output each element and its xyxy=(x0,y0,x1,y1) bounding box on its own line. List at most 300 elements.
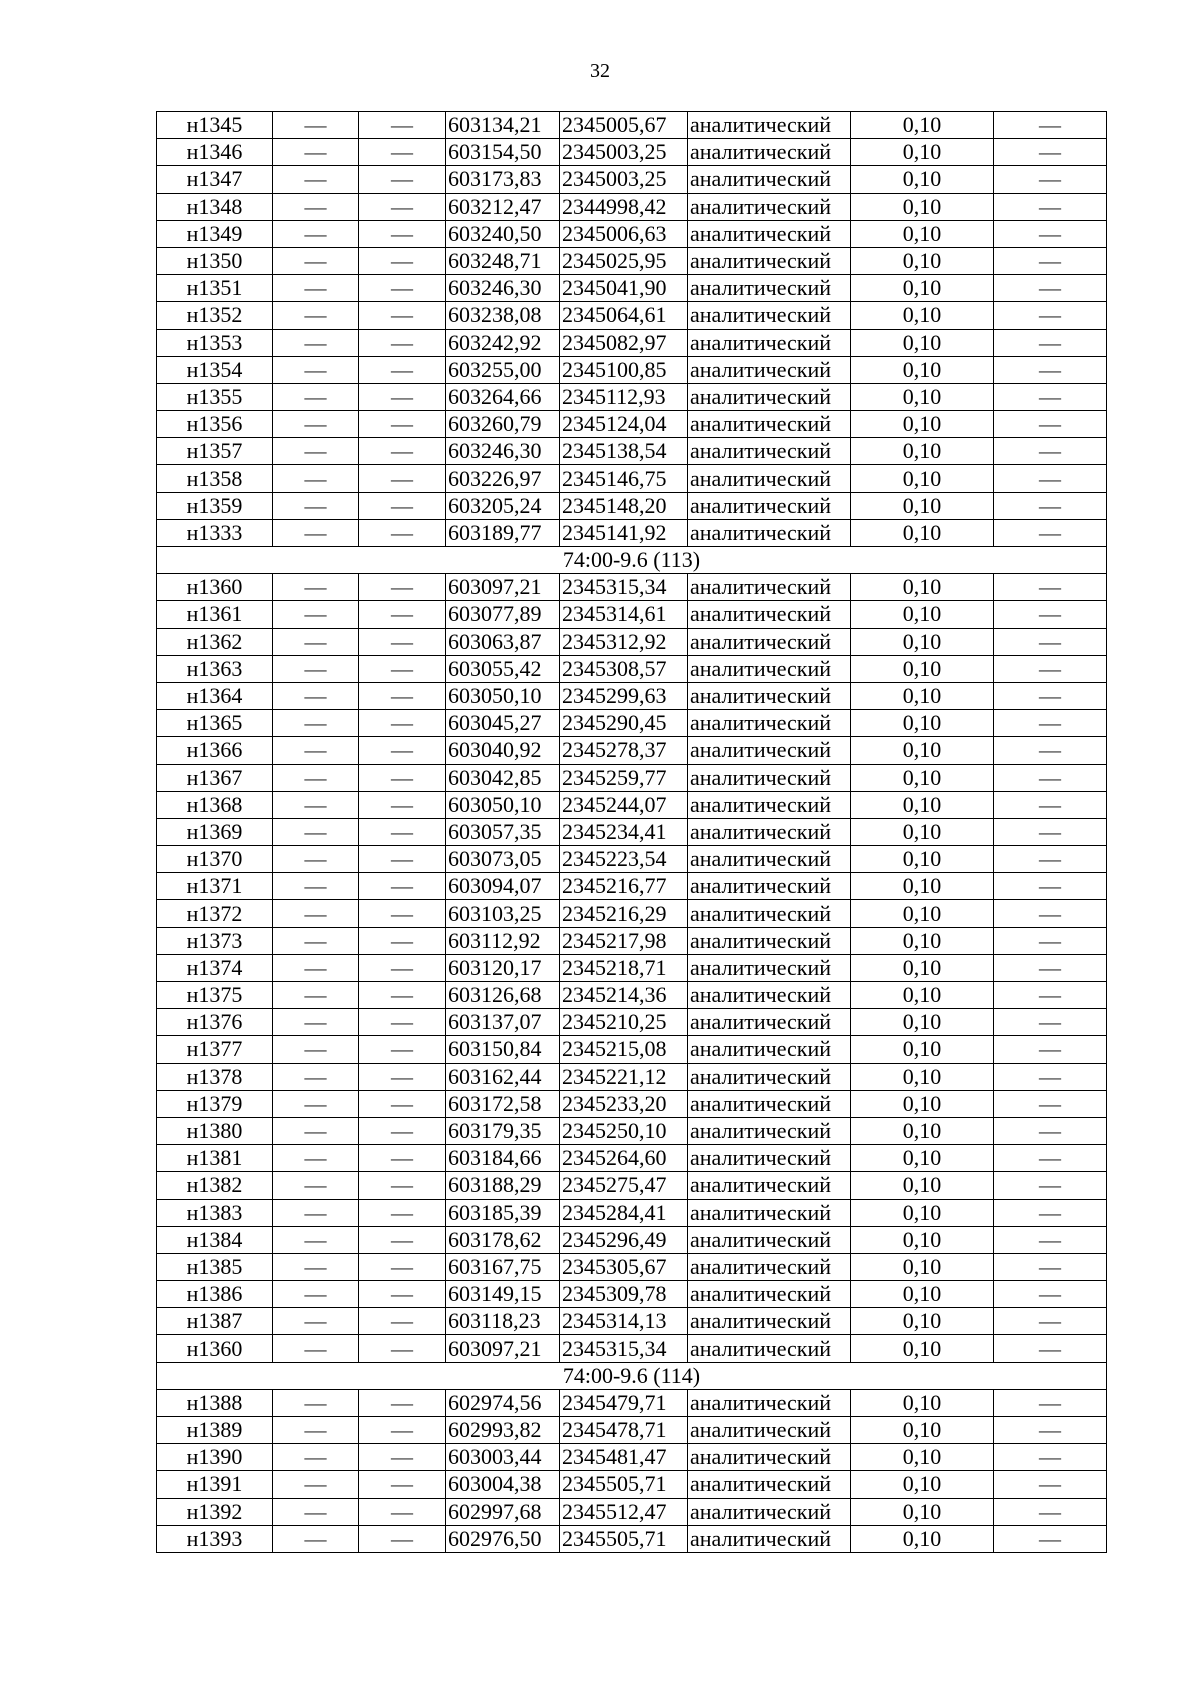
method-cell: аналитический xyxy=(688,818,851,845)
dash-cell: — xyxy=(994,1145,1107,1172)
y-coordinate-cell: 2345259,77 xyxy=(560,764,688,791)
point-name-cell: н1388 xyxy=(157,1389,273,1416)
dash-cell: — xyxy=(359,1335,446,1362)
dash-cell: — xyxy=(359,1253,446,1280)
accuracy-cell: 0,10 xyxy=(851,1199,994,1226)
dash-cell: — xyxy=(273,1498,359,1525)
dash-cell: — xyxy=(273,1145,359,1172)
dash-cell: — xyxy=(994,356,1107,383)
dash-cell: — xyxy=(359,193,446,220)
accuracy-cell: 0,10 xyxy=(851,302,994,329)
dash-cell: — xyxy=(994,1036,1107,1063)
dash-cell: — xyxy=(273,1281,359,1308)
point-name-cell: н1366 xyxy=(157,737,273,764)
accuracy-cell: 0,10 xyxy=(851,1389,994,1416)
method-cell: аналитический xyxy=(688,193,851,220)
accuracy-cell: 0,10 xyxy=(851,356,994,383)
table-row xyxy=(157,465,1107,492)
accuracy-cell: 0,10 xyxy=(851,1090,994,1117)
dash-cell: — xyxy=(359,1308,446,1335)
table-row xyxy=(157,764,1107,791)
y-coordinate-cell: 2345217,98 xyxy=(560,927,688,954)
point-name-cell: н1392 xyxy=(157,1498,273,1525)
dash-cell: — xyxy=(359,1281,446,1308)
dash-cell: — xyxy=(994,954,1107,981)
accuracy-cell: 0,10 xyxy=(851,873,994,900)
x-coordinate-cell: 603162,44 xyxy=(446,1063,560,1090)
dash-cell: — xyxy=(359,927,446,954)
dash-cell: — xyxy=(273,1335,359,1362)
accuracy-cell: 0,10 xyxy=(851,982,994,1009)
dash-cell: — xyxy=(994,220,1107,247)
method-cell: аналитический xyxy=(688,1172,851,1199)
accuracy-cell: 0,10 xyxy=(851,1308,994,1335)
dash-cell: — xyxy=(359,247,446,274)
x-coordinate-cell: 603185,39 xyxy=(446,1199,560,1226)
y-coordinate-cell: 2345505,71 xyxy=(560,1471,688,1498)
y-coordinate-cell: 2345218,71 xyxy=(560,954,688,981)
x-coordinate-cell: 603179,35 xyxy=(446,1117,560,1144)
dash-cell: — xyxy=(359,791,446,818)
dash-cell: — xyxy=(273,1172,359,1199)
dash-cell: — xyxy=(359,139,446,166)
accuracy-cell: 0,10 xyxy=(851,655,994,682)
dash-cell: — xyxy=(273,112,359,139)
x-coordinate-cell: 603260,79 xyxy=(446,411,560,438)
table-row xyxy=(157,682,1107,709)
dash-cell: — xyxy=(994,982,1107,1009)
x-coordinate-cell: 603238,08 xyxy=(446,302,560,329)
dash-cell: — xyxy=(359,1090,446,1117)
method-cell: аналитический xyxy=(688,1525,851,1552)
point-name-cell: н1373 xyxy=(157,927,273,954)
dash-cell: — xyxy=(994,1172,1107,1199)
point-name-cell: н1375 xyxy=(157,982,273,1009)
accuracy-cell: 0,10 xyxy=(851,764,994,791)
table-row xyxy=(157,737,1107,764)
x-coordinate-cell: 603004,38 xyxy=(446,1471,560,1498)
x-coordinate-cell: 603040,92 xyxy=(446,737,560,764)
x-coordinate-cell: 603126,68 xyxy=(446,982,560,1009)
y-coordinate-cell: 2345112,93 xyxy=(560,383,688,410)
y-coordinate-cell: 2345314,13 xyxy=(560,1308,688,1335)
table-body xyxy=(157,112,1107,1553)
dash-cell: — xyxy=(359,329,446,356)
accuracy-cell: 0,10 xyxy=(851,329,994,356)
accuracy-cell: 0,10 xyxy=(851,574,994,601)
method-cell: аналитический xyxy=(688,1335,851,1362)
x-coordinate-cell: 603134,21 xyxy=(446,112,560,139)
accuracy-cell: 0,10 xyxy=(851,818,994,845)
method-cell: аналитический xyxy=(688,628,851,655)
accuracy-cell: 0,10 xyxy=(851,900,994,927)
point-name-cell: н1360 xyxy=(157,1335,273,1362)
dash-cell: — xyxy=(359,383,446,410)
accuracy-cell: 0,10 xyxy=(851,220,994,247)
table-row xyxy=(157,1471,1107,1498)
accuracy-cell: 0,10 xyxy=(851,846,994,873)
accuracy-cell: 0,10 xyxy=(851,1471,994,1498)
dash-cell: — xyxy=(359,492,446,519)
y-coordinate-cell: 2344998,42 xyxy=(560,193,688,220)
dash-cell: — xyxy=(994,1417,1107,1444)
y-coordinate-cell: 2345315,34 xyxy=(560,1335,688,1362)
x-coordinate-cell: 603063,87 xyxy=(446,628,560,655)
y-coordinate-cell: 2345138,54 xyxy=(560,438,688,465)
table-row xyxy=(157,302,1107,329)
accuracy-cell: 0,10 xyxy=(851,112,994,139)
accuracy-cell: 0,10 xyxy=(851,1009,994,1036)
y-coordinate-cell: 2345478,71 xyxy=(560,1417,688,1444)
dash-cell: — xyxy=(359,1525,446,1552)
y-coordinate-cell: 2345315,34 xyxy=(560,574,688,601)
point-name-cell: н1359 xyxy=(157,492,273,519)
accuracy-cell: 0,10 xyxy=(851,1417,994,1444)
method-cell: аналитический xyxy=(688,1389,851,1416)
dash-cell: — xyxy=(994,139,1107,166)
point-name-cell: н1382 xyxy=(157,1172,273,1199)
method-cell: аналитический xyxy=(688,873,851,900)
method-cell: аналитический xyxy=(688,791,851,818)
y-coordinate-cell: 2345210,25 xyxy=(560,1009,688,1036)
point-name-cell: н1367 xyxy=(157,764,273,791)
dash-cell: — xyxy=(994,302,1107,329)
method-cell: аналитический xyxy=(688,1226,851,1253)
table-row xyxy=(157,1444,1107,1471)
point-name-cell: н1378 xyxy=(157,1063,273,1090)
page-number: 32 xyxy=(590,60,610,82)
dash-cell: — xyxy=(273,519,359,546)
accuracy-cell: 0,10 xyxy=(851,247,994,274)
dash-cell: — xyxy=(994,1498,1107,1525)
dash-cell: — xyxy=(359,1009,446,1036)
table-row xyxy=(157,1389,1107,1416)
dash-cell: — xyxy=(273,764,359,791)
x-coordinate-cell: 603055,42 xyxy=(446,655,560,682)
method-cell: аналитический xyxy=(688,465,851,492)
accuracy-cell: 0,10 xyxy=(851,1498,994,1525)
dash-cell: — xyxy=(273,846,359,873)
method-cell: аналитический xyxy=(688,275,851,302)
dash-cell: — xyxy=(359,302,446,329)
y-coordinate-cell: 2345512,47 xyxy=(560,1498,688,1525)
dash-cell: — xyxy=(994,846,1107,873)
x-coordinate-cell: 602997,68 xyxy=(446,1498,560,1525)
dash-cell: — xyxy=(994,873,1107,900)
method-cell: аналитический xyxy=(688,574,851,601)
point-name-cell: н1393 xyxy=(157,1525,273,1552)
method-cell: аналитический xyxy=(688,411,851,438)
point-name-cell: н1347 xyxy=(157,166,273,193)
dash-cell: — xyxy=(994,438,1107,465)
point-name-cell: н1362 xyxy=(157,628,273,655)
method-cell: аналитический xyxy=(688,1063,851,1090)
dash-cell: — xyxy=(994,710,1107,737)
dash-cell: — xyxy=(994,1253,1107,1280)
dash-cell: — xyxy=(273,574,359,601)
y-coordinate-cell: 2345479,71 xyxy=(560,1389,688,1416)
dash-cell: — xyxy=(359,982,446,1009)
dash-cell: — xyxy=(273,954,359,981)
method-cell: аналитический xyxy=(688,112,851,139)
x-coordinate-cell: 603240,50 xyxy=(446,220,560,247)
dash-cell: — xyxy=(273,818,359,845)
accuracy-cell: 0,10 xyxy=(851,438,994,465)
method-cell: аналитический xyxy=(688,1145,851,1172)
y-coordinate-cell: 2345233,20 xyxy=(560,1090,688,1117)
dash-cell: — xyxy=(359,628,446,655)
x-coordinate-cell: 603172,58 xyxy=(446,1090,560,1117)
y-coordinate-cell: 2345305,67 xyxy=(560,1253,688,1280)
point-name-cell: н1350 xyxy=(157,247,273,274)
method-cell: аналитический xyxy=(688,1498,851,1525)
dash-cell: — xyxy=(359,1199,446,1226)
dash-cell: — xyxy=(359,1063,446,1090)
dash-cell: — xyxy=(273,1009,359,1036)
dash-cell: — xyxy=(359,1471,446,1498)
method-cell: аналитический xyxy=(688,356,851,383)
x-coordinate-cell: 603112,92 xyxy=(446,927,560,954)
table-row xyxy=(157,791,1107,818)
section-header-row xyxy=(157,547,1107,574)
point-name-cell: н1352 xyxy=(157,302,273,329)
x-coordinate-cell: 603045,27 xyxy=(446,710,560,737)
x-coordinate-cell: 603103,25 xyxy=(446,900,560,927)
y-coordinate-cell: 2345215,08 xyxy=(560,1036,688,1063)
dash-cell: — xyxy=(273,193,359,220)
y-coordinate-cell: 2345312,92 xyxy=(560,628,688,655)
y-coordinate-cell: 2345064,61 xyxy=(560,302,688,329)
coordinates-table xyxy=(156,111,1107,1553)
dash-cell: — xyxy=(273,927,359,954)
accuracy-cell: 0,10 xyxy=(851,682,994,709)
method-cell: аналитический xyxy=(688,438,851,465)
x-coordinate-cell: 602993,82 xyxy=(446,1417,560,1444)
y-coordinate-cell: 2345278,37 xyxy=(560,737,688,764)
method-cell: аналитический xyxy=(688,1281,851,1308)
accuracy-cell: 0,10 xyxy=(851,710,994,737)
x-coordinate-cell: 603050,10 xyxy=(446,682,560,709)
point-name-cell: н1390 xyxy=(157,1444,273,1471)
table-row xyxy=(157,193,1107,220)
y-coordinate-cell: 2345216,77 xyxy=(560,873,688,900)
dash-cell: — xyxy=(359,900,446,927)
x-coordinate-cell: 603178,62 xyxy=(446,1226,560,1253)
dash-cell: — xyxy=(359,411,446,438)
x-coordinate-cell: 603173,83 xyxy=(446,166,560,193)
point-name-cell: н1379 xyxy=(157,1090,273,1117)
dash-cell: — xyxy=(359,356,446,383)
y-coordinate-cell: 2345003,25 xyxy=(560,166,688,193)
y-coordinate-cell: 2345041,90 xyxy=(560,275,688,302)
table-row xyxy=(157,927,1107,954)
table-row xyxy=(157,1525,1107,1552)
y-coordinate-cell: 2345290,45 xyxy=(560,710,688,737)
table-row xyxy=(157,1226,1107,1253)
accuracy-cell: 0,10 xyxy=(851,1444,994,1471)
point-name-cell: н1348 xyxy=(157,193,273,220)
section-label: 74:00-9.6 (113) xyxy=(157,547,1107,574)
table-row xyxy=(157,628,1107,655)
x-coordinate-cell: 603264,66 xyxy=(446,383,560,410)
dash-cell: — xyxy=(994,1389,1107,1416)
x-coordinate-cell: 603246,30 xyxy=(446,275,560,302)
accuracy-cell: 0,10 xyxy=(851,1117,994,1144)
accuracy-cell: 0,10 xyxy=(851,737,994,764)
dash-cell: — xyxy=(359,220,446,247)
method-cell: аналитический xyxy=(688,1090,851,1117)
dash-cell: — xyxy=(994,193,1107,220)
dash-cell: — xyxy=(994,1063,1107,1090)
point-name-cell: н1351 xyxy=(157,275,273,302)
accuracy-cell: 0,10 xyxy=(851,383,994,410)
dash-cell: — xyxy=(273,247,359,274)
dash-cell: — xyxy=(994,927,1107,954)
point-name-cell: н1368 xyxy=(157,791,273,818)
dash-cell: — xyxy=(994,601,1107,628)
point-name-cell: н1355 xyxy=(157,383,273,410)
point-name-cell: н1361 xyxy=(157,601,273,628)
x-coordinate-cell: 603184,66 xyxy=(446,1145,560,1172)
accuracy-cell: 0,10 xyxy=(851,275,994,302)
dash-cell: — xyxy=(273,356,359,383)
dash-cell: — xyxy=(359,846,446,873)
table-row xyxy=(157,601,1107,628)
dash-cell: — xyxy=(994,1009,1107,1036)
point-name-cell: н1380 xyxy=(157,1117,273,1144)
y-coordinate-cell: 2345314,61 xyxy=(560,601,688,628)
method-cell: аналитический xyxy=(688,302,851,329)
dash-cell: — xyxy=(273,1471,359,1498)
table-row xyxy=(157,383,1107,410)
x-coordinate-cell: 603094,07 xyxy=(446,873,560,900)
method-cell: аналитический xyxy=(688,954,851,981)
dash-cell: — xyxy=(359,1444,446,1471)
table-row xyxy=(157,574,1107,601)
dash-cell: — xyxy=(273,1090,359,1117)
dash-cell: — xyxy=(994,247,1107,274)
method-cell: аналитический xyxy=(688,1036,851,1063)
dash-cell: — xyxy=(994,1226,1107,1253)
method-cell: аналитический xyxy=(688,1199,851,1226)
accuracy-cell: 0,10 xyxy=(851,791,994,818)
point-name-cell: н1345 xyxy=(157,112,273,139)
y-coordinate-cell: 2345299,63 xyxy=(560,682,688,709)
accuracy-cell: 0,10 xyxy=(851,1335,994,1362)
method-cell: аналитический xyxy=(688,1308,851,1335)
y-coordinate-cell: 2345082,97 xyxy=(560,329,688,356)
method-cell: аналитический xyxy=(688,601,851,628)
method-cell: аналитический xyxy=(688,1117,851,1144)
dash-cell: — xyxy=(273,1389,359,1416)
table-row xyxy=(157,112,1107,139)
point-name-cell: н1349 xyxy=(157,220,273,247)
y-coordinate-cell: 2345244,07 xyxy=(560,791,688,818)
x-coordinate-cell: 603246,30 xyxy=(446,438,560,465)
dash-cell: — xyxy=(359,1389,446,1416)
table-row xyxy=(157,247,1107,274)
accuracy-cell: 0,10 xyxy=(851,1036,994,1063)
point-name-cell: н1369 xyxy=(157,818,273,845)
accuracy-cell: 0,10 xyxy=(851,1281,994,1308)
dash-cell: — xyxy=(359,1226,446,1253)
table-row xyxy=(157,1335,1107,1362)
y-coordinate-cell: 2345275,47 xyxy=(560,1172,688,1199)
point-name-cell: н1353 xyxy=(157,329,273,356)
method-cell: аналитический xyxy=(688,492,851,519)
dash-cell: — xyxy=(359,954,446,981)
method-cell: аналитический xyxy=(688,139,851,166)
accuracy-cell: 0,10 xyxy=(851,601,994,628)
y-coordinate-cell: 2345264,60 xyxy=(560,1145,688,1172)
table-row xyxy=(157,954,1107,981)
y-coordinate-cell: 2345221,12 xyxy=(560,1063,688,1090)
table-row xyxy=(157,1036,1107,1063)
accuracy-cell: 0,10 xyxy=(851,927,994,954)
dash-cell: — xyxy=(273,411,359,438)
point-name-cell: н1383 xyxy=(157,1199,273,1226)
dash-cell: — xyxy=(273,791,359,818)
y-coordinate-cell: 2345309,78 xyxy=(560,1281,688,1308)
dash-cell: — xyxy=(359,1417,446,1444)
point-name-cell: н1370 xyxy=(157,846,273,873)
table-row xyxy=(157,1308,1107,1335)
y-coordinate-cell: 2345141,92 xyxy=(560,519,688,546)
accuracy-cell: 0,10 xyxy=(851,954,994,981)
x-coordinate-cell: 602974,56 xyxy=(446,1389,560,1416)
x-coordinate-cell: 602976,50 xyxy=(446,1525,560,1552)
dash-cell: — xyxy=(994,329,1107,356)
dash-cell: — xyxy=(994,628,1107,655)
y-coordinate-cell: 2345223,54 xyxy=(560,846,688,873)
method-cell: аналитический xyxy=(688,329,851,356)
point-name-cell: н1384 xyxy=(157,1226,273,1253)
x-coordinate-cell: 603118,23 xyxy=(446,1308,560,1335)
x-coordinate-cell: 603149,15 xyxy=(446,1281,560,1308)
x-coordinate-cell: 603154,50 xyxy=(446,139,560,166)
x-coordinate-cell: 603073,05 xyxy=(446,846,560,873)
table-row xyxy=(157,1145,1107,1172)
table-row xyxy=(157,356,1107,383)
accuracy-cell: 0,10 xyxy=(851,519,994,546)
table-row xyxy=(157,275,1107,302)
point-name-cell: н1357 xyxy=(157,438,273,465)
table-row xyxy=(157,710,1107,737)
point-name-cell: н1364 xyxy=(157,682,273,709)
dash-cell: — xyxy=(359,1117,446,1144)
dash-cell: — xyxy=(273,1226,359,1253)
point-name-cell: н1381 xyxy=(157,1145,273,1172)
dash-cell: — xyxy=(994,764,1107,791)
table-row xyxy=(157,818,1107,845)
dash-cell: — xyxy=(273,139,359,166)
x-coordinate-cell: 603050,10 xyxy=(446,791,560,818)
accuracy-cell: 0,10 xyxy=(851,139,994,166)
table-row xyxy=(157,655,1107,682)
dash-cell: — xyxy=(273,900,359,927)
point-name-cell: н1365 xyxy=(157,710,273,737)
dash-cell: — xyxy=(273,492,359,519)
method-cell: аналитический xyxy=(688,927,851,954)
x-coordinate-cell: 603057,35 xyxy=(446,818,560,845)
method-cell: аналитический xyxy=(688,247,851,274)
dash-cell: — xyxy=(994,818,1107,845)
x-coordinate-cell: 603137,07 xyxy=(446,1009,560,1036)
dash-cell: — xyxy=(359,737,446,764)
y-coordinate-cell: 2345216,29 xyxy=(560,900,688,927)
section-header-row xyxy=(157,1362,1107,1389)
point-name-cell: н1363 xyxy=(157,655,273,682)
